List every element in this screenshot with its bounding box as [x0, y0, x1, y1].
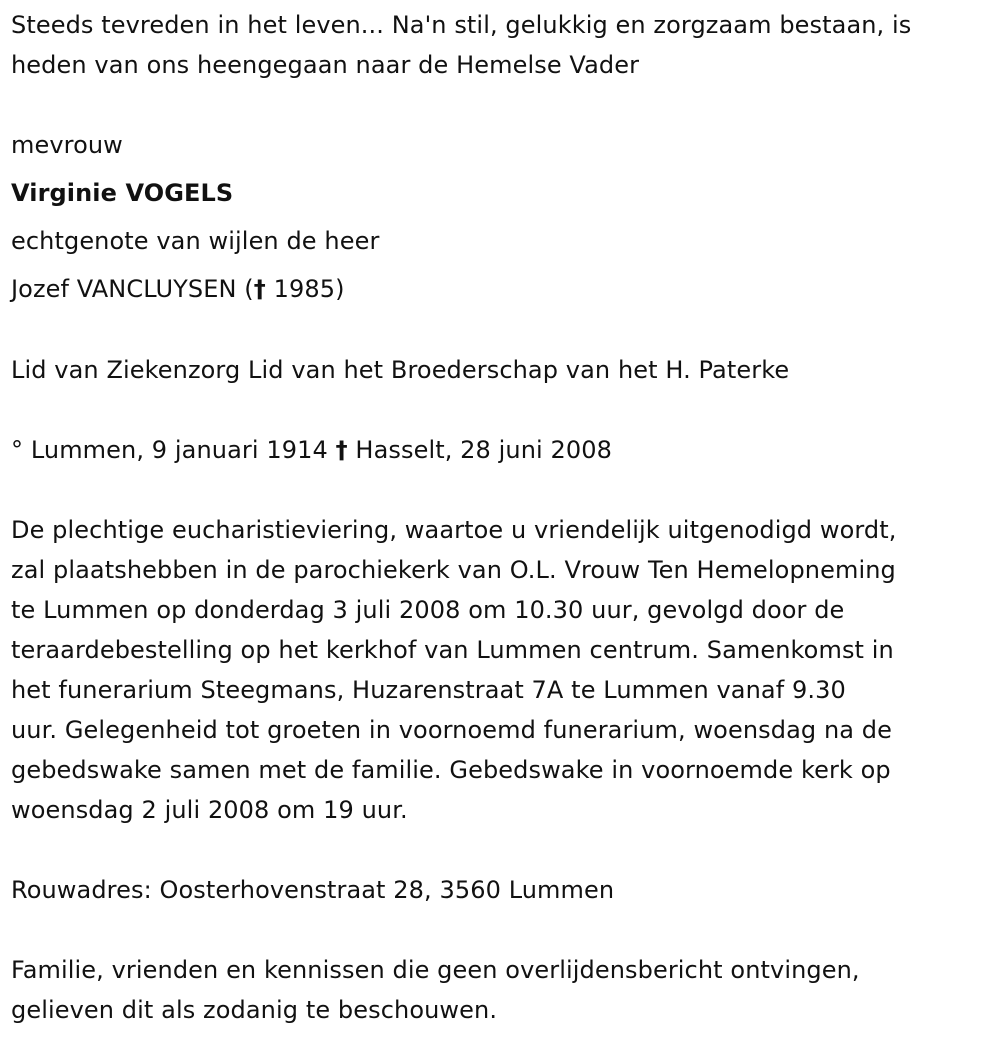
spouse-death-year: 1985) — [265, 275, 345, 303]
closing-line-2: gelieven dit als zodanig te beschouwen. — [11, 996, 498, 1024]
deceased-name: Virginie VOGELS — [11, 179, 234, 207]
spouse-name: Jozef VANCLUYSEN ( — [11, 275, 254, 303]
memberships: Lid van Ziekenzorg Lid van het Broederschap van het H. Paterke — [11, 356, 790, 384]
ceremony-line-3: te Lummen op donderdag 3 juli 2008 om 10.30 uur, gevolgd door de — [11, 596, 845, 624]
birth-symbol: ° — [11, 436, 24, 464]
ceremony-line-7: gebedswake samen met de familie. Gebedswake in voornoemde kerk op — [11, 756, 891, 784]
intro-line-2: heden van ons heengegaan naar de Hemelse Vader — [11, 51, 640, 79]
ceremony-line-1: De plechtige eucharistieviering, waartoe u vriendelijk uitgenodigd wordt, — [11, 516, 897, 544]
ceremony-line-5: het funerarium Steegmans, Huzarenstraat 7A te Lummen vanaf 9.30 — [11, 676, 846, 704]
mourning-address: Rouwadres: Oosterhovenstraat 28, 3560 Lummen — [11, 876, 615, 904]
death-info: Hasselt, 28 juni 2008 — [347, 436, 613, 464]
life-dates — [11, 430, 612, 470]
ceremony-line-8: woensdag 2 juli 2008 om 19 uur. — [11, 796, 408, 824]
title-prefix: mevrouw — [11, 131, 123, 159]
ceremony-line-4: teraardebestelling op het kerkhof van Lummen centrum. Samenkomst in — [11, 636, 894, 664]
cross-icon: † — [253, 275, 266, 303]
spouse-line — [11, 269, 345, 309]
ceremony-line-6: uur. Gelegenheid tot groeten in voornoemd funerarium, woensdag na de — [11, 716, 892, 744]
closing-line-1: Familie, vrienden en kennissen die geen overlijdensbericht ontvingen, — [11, 956, 860, 984]
intro-line-1: Steeds tevreden in het leven... Na'n stil, gelukkig en zorgzaam bestaan, is — [11, 11, 912, 39]
spouse-intro: echtgenote van wijlen de heer — [11, 227, 380, 255]
cross-icon: † — [335, 436, 348, 464]
birth-info: Lummen, 9 januari 1914 — [23, 436, 336, 464]
ceremony-paragraph — [11, 510, 897, 830]
intro-paragraph — [11, 5, 911, 85]
closing-paragraph — [11, 950, 860, 1030]
ceremony-line-2: zal plaatshebben in de parochiekerk van O.L. Vrouw Ten Hemelopneming — [11, 556, 896, 584]
